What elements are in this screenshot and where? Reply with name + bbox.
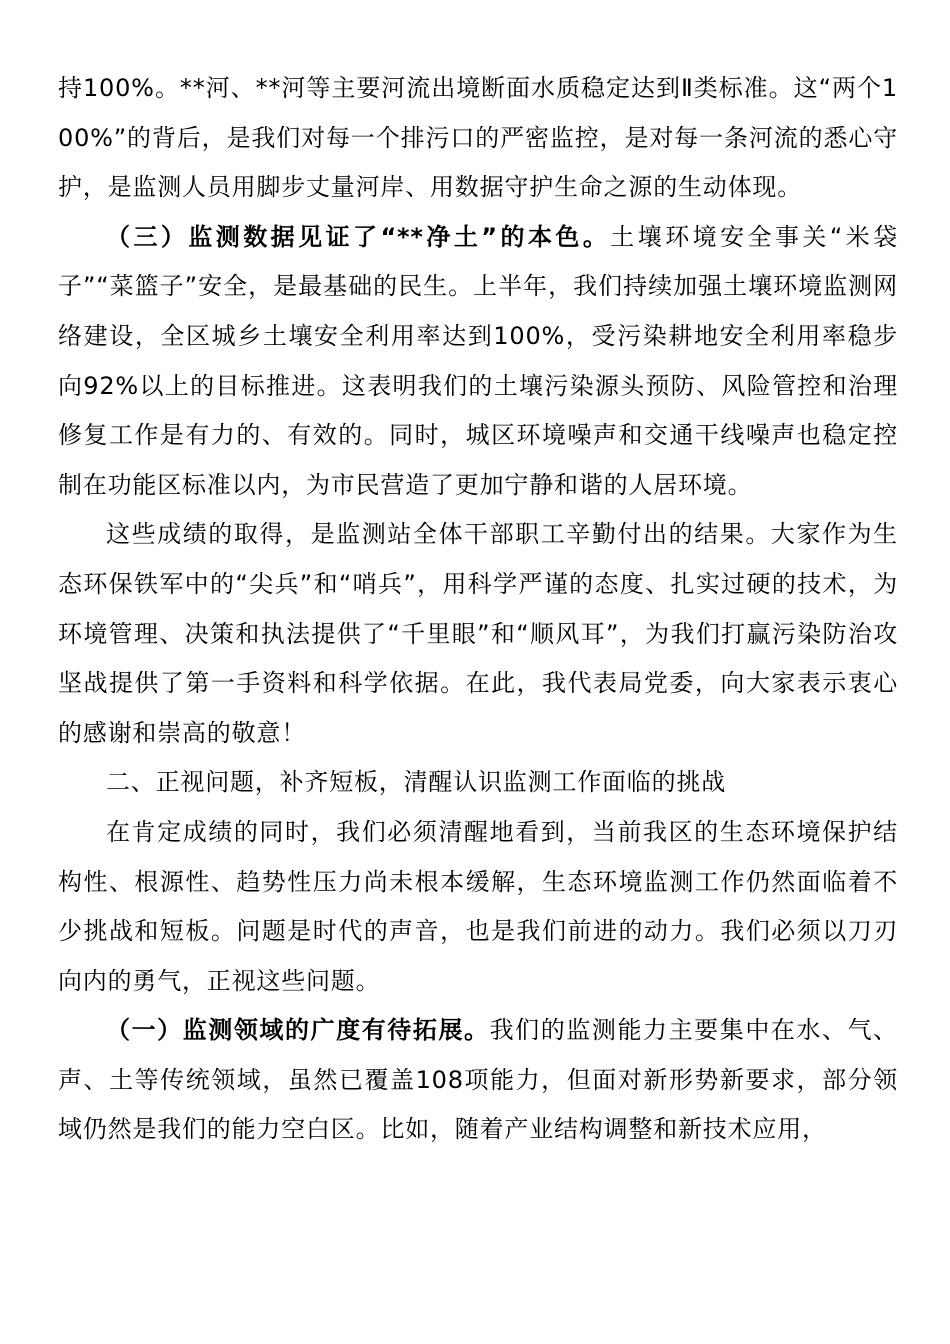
paragraph-monitoring-scope	[58, 1006, 898, 1155]
paragraph-soil	[58, 213, 898, 511]
paragraph-thanks	[58, 510, 898, 758]
paragraph-text: 土壤环境安全事关“米袋子”“菜篮子”安全，是最基础的民生。上半年，我们持续加强土壤环境监测网络建设，全区城乡土壤安全利用率达到100%，受污染耕地安全利用率稳步向92%以上的目标推进。这表明我们的土壤污染源头预防、风险管控和治理修复工作是有力的、有效的。同时，城区环境噪声和交通干线噪声也稳定控制在功能区标准以内，为市民营造了更加宁静和谐的人居环境。	[58, 222, 898, 499]
paragraph-text: 这些成绩的取得，是监测站全体干部职工辛勤付出的结果。大家作为生态环保铁军中的“尖兵”和“哨兵”，用科学严谨的态度、扎实过硬的技术，为环境管理、决策和执法提供了“千里眼”和“顺风耳”，为我们打赢污染防治攻坚战提供了第一手资料和科学依据。在此，我代表局党委，向大家表示衷心的感谢和崇高的敬意！	[58, 520, 898, 747]
section-heading-scope: （一）监测领域的广度有待拓展。	[106, 1016, 490, 1045]
paragraph-text: 持100%。**河、**河等主要河流出境断面水质稳定达到Ⅱ类标准。这“两个100%”的背后，是我们对每一个排污口的严密监控，是对每一条河流的悉心守护，是监测人员用脚步丈量河岸、用数据守护生命之源的生动体现。	[58, 74, 898, 202]
section-title-text: 二、正视问题，补齐短板，清醒认识监测工作面临的挑战	[106, 768, 726, 797]
paragraph-text: 在肯定成绩的同时，我们必须清醒地看到，当前我区的生态环境保护结构性、根源性、趋势性压力尚未根本缓解，生态环境监测工作仍然面临着不少挑战和短板。问题是时代的声音，也是我们前进的动力。我们必须以刀刃向内的勇气，正视这些问题。	[58, 817, 898, 995]
document-page	[58, 64, 898, 1155]
section-title-challenges	[58, 758, 898, 808]
paragraph-challenges-intro	[58, 808, 898, 1006]
paragraph-water-continuation	[58, 64, 898, 213]
section-heading-soil: （三）监测数据见证了“**净土”的本色。	[106, 222, 611, 251]
paragraph-text: 我们的监测能力主要集中在水、气、声、土等传统领域，虽然已覆盖108项能力，但面对新形势新要求，部分领域仍然是我们的能力空白区。比如，随着产业结构调整和新技术应用，	[58, 1016, 898, 1144]
